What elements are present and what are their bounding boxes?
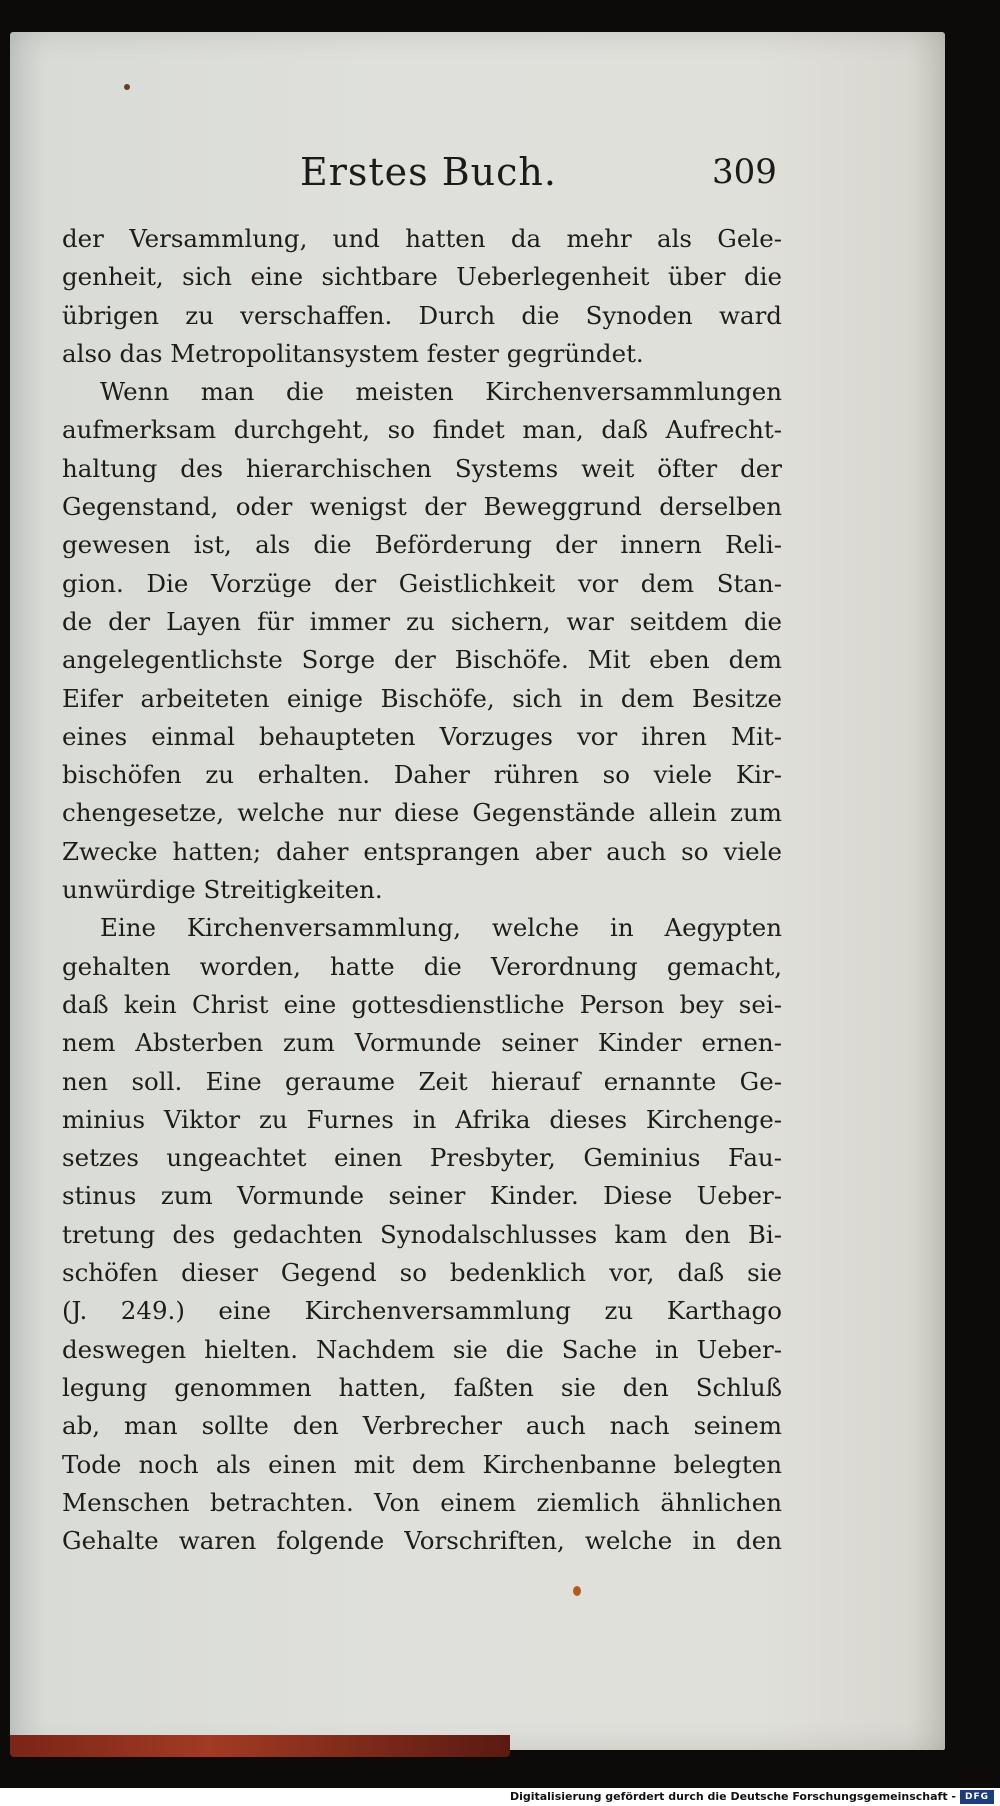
- text-line: Eifer arbeiteten einige Bischöfe, sich in dem Besitze: [62, 683, 782, 713]
- text-line: der Versammlung, und hatten da mehr als Gele-: [62, 224, 782, 253]
- text-line: Tode noch als einen mit dem Kirchenbanne belegten: [62, 1449, 782, 1479]
- page-number: 309: [712, 152, 777, 192]
- text-line: daß kein Christ eine gottesdienstliche Person bey sei-: [62, 989, 782, 1019]
- text-line: nem Absterben zum Vormunde seiner Kinder ernen-: [62, 1028, 782, 1058]
- page-edge: [10, 1735, 510, 1757]
- text-line: Gegenstand, oder wenigst der Beweggrund derselben: [62, 492, 782, 522]
- text-line: eines einmal behaupteten Vorzuges vor ihren Mit-: [62, 721, 782, 751]
- paper-fleck: [124, 84, 130, 90]
- text-line: angelegentlichste Sorge der Bischöfe. Mit eben dem: [62, 645, 782, 675]
- text-line: Zwecke hatten; daher entsprangen aber auch so viele: [62, 836, 782, 866]
- text-line: haltung des hierarchischen Systems weit öfter der: [62, 453, 782, 483]
- text-line: nen soll. Eine geraume Zeit hierauf ernannte Ge-: [62, 1066, 782, 1096]
- text-line: genheit, sich eine sichtbare Ueberlegenheit über die: [62, 262, 782, 292]
- text-line: tretung des gedachten Synodalschlusses kam den Bi-: [62, 1219, 782, 1249]
- text-line: gewesen ist, als die Beförderung der innern Reli-: [62, 530, 782, 560]
- text-line: minius Viktor zu Furnes in Afrika dieses Kirchenge-: [62, 1104, 782, 1134]
- text-line: unwürdige Streitigkeiten.: [62, 875, 383, 905]
- running-head: Erstes Buch.: [300, 150, 557, 194]
- text-line: setzes ungeachtet einen Presbyter, Geminius Fau-: [62, 1143, 782, 1173]
- text-line: chengesetze, welche nur diese Gegenstände allein zum: [62, 798, 782, 828]
- text-line: legung genommen hatten, faßten sie den Schluß: [62, 1372, 782, 1402]
- text-line: Eine Kirchenversammlung, welche in Aegypten: [100, 913, 782, 943]
- text-line: gion. Die Vorzüge der Geistlichkeit vor dem Stan-: [62, 568, 782, 598]
- text-line: übrigen zu verschaffen. Durch die Synoden ward: [62, 300, 782, 330]
- text-line: aufmerksam durchgeht, so findet man, daß Aufrecht-: [62, 415, 782, 445]
- text-line: stinus zum Vormunde seiner Kinder. Diese Ueber-: [62, 1181, 782, 1211]
- page-header: [30, 150, 910, 210]
- funding-credit: Digitalisierung gefördert durch die Deutsche Forschungsgemeinschaft -: [509, 1790, 956, 1803]
- text-line: Wenn man die meisten Kirchenversammlungen: [100, 377, 782, 407]
- body-text: [62, 220, 782, 1560]
- text-line: Gehalte waren folgende Vorschriften, welche in den: [62, 1526, 782, 1556]
- paper-fleck: [573, 1586, 581, 1596]
- text-line: deswegen hielten. Nachdem sie die Sache in Ueber-: [62, 1334, 782, 1364]
- dfg-logo: DFG: [960, 1790, 994, 1804]
- text-line: Menschen betrachten. Von einem ziemlich ähnlichen: [62, 1487, 782, 1517]
- text-line: (J. 249.) eine Kirchenversammlung zu Karthago: [62, 1296, 782, 1326]
- text-line: also das Metropolitansystem fester gegründet.: [62, 338, 644, 368]
- text-line: ab, man sollte den Verbrecher auch nach seinem: [62, 1411, 782, 1441]
- text-line: gehalten worden, hatte die Verordnung gemacht,: [62, 951, 782, 981]
- text-line: de der Layen für immer zu sichern, war seitdem die: [62, 606, 782, 636]
- text-line: bischöfen zu erhalten. Daher rühren so viele Kir-: [62, 760, 782, 790]
- text-line: schöfen dieser Gegend so bedenklich vor, daß sie: [62, 1258, 782, 1288]
